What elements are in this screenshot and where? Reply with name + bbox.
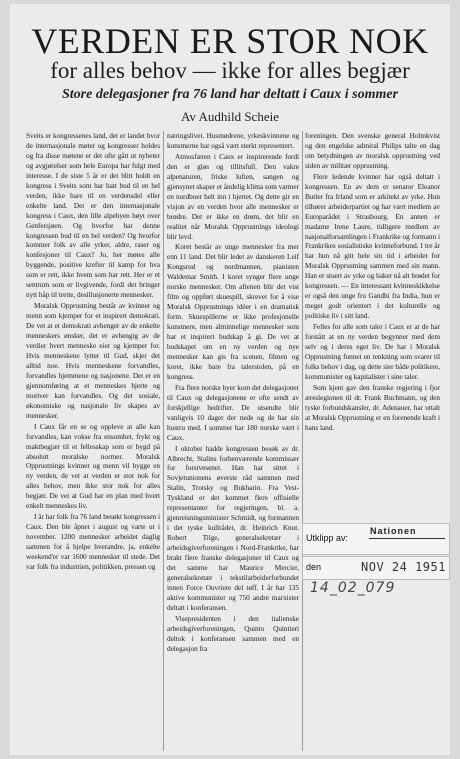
article-column-2 (167, 131, 299, 751)
clipping-date-stamp (302, 556, 450, 580)
clipping-source: Nationen (370, 526, 417, 536)
paragraph: I år har folk fra 76 land besøkt kongressen i Caux. Den ble åpnet i august og varte ut i november. 1200 mennesker arbeidet daglig sammen for å hjelpe hverandre, ja, enkelte weekend'er var 1600 mennesker til stede. Det var folk fra industrien, politikken, pressen og (26, 512, 160, 571)
article-column-3 (305, 131, 440, 511)
paragraph: Visepresidenten i den italienske arbeidsgiverforeningen, Quinto Quintieri deltok i konferansen sammen med en delegasjon fra (167, 613, 299, 653)
archive-number: 14_02_079 (310, 580, 396, 596)
article-subheadline: for alles behov — ikke for alles begjær (50, 58, 410, 83)
paragraph: I Caux får en se og oppleve at alle kan forvandles, kan vokse fra ensomhet, frykt og maktbegjær til et fellesskap som er bygd på absolutt moralske normer. Moralsk Opprustnings kvinner og menn vil bygge en ny verden, de vet at verden er stor nok for alles behov, men ikke stor nok for alles begjær. De vet at Gud har en plan med hvert enkelt menneskes liv. (26, 421, 160, 511)
paragraph: Flere ledende kvinner har også deltatt i kongressen. En av dem er senator Eleanor Butler fra Irland som er arkitekt av yrke. Hun tilhører arbeiderpartiet og har vært medlem av Europarådet i Strasbourg. En annen er madame Irene Laure, tidligere medlem av nasjonalforsamlingen i Frankrike og formann i Frankrikes sosialistiske kvinneforbund. I tre år har hun nå gitt hele sin tid i arbeidet for Moralsk Opprustning sammen med sin mann. Han er stuert av yrke og baker nå alt brødet for kongressen. — En interessant kvinneskikkelse er også den unge fru Gandhi fra India, hun er meget godt orientert i det kulturelle og politiske liv i sitt land. (305, 171, 440, 321)
clipping-underline (369, 538, 445, 539)
column-divider (163, 131, 164, 751)
clipping-label: Utklipp av: (306, 533, 349, 543)
paragraph: Atmosfæren i Caux er inspirerende fordi den er gløs og tillitsfull. Den vakre alpenaturen, friske luften, sangen og gjensynet skaper et åndelig klima som varmer en nordboer helt inn i hjertet. Og dette gir en visjon av en verden hvor alle mennesker er brødre. Det er ikke en drøm, det blir en realitet når Moralsk Opprustnings ideologi blir levd. (167, 151, 299, 241)
paragraph: Som kjent gav den franske regjering i fjor æreslegionen til dr. Frank Buchmann, og den tyske forbundskansler, dr. Adenauer, har uttalt at Moralsk Opprustning er en forenende kraft i hans land. (305, 382, 440, 432)
paragraph: I oktober hadde kongressen besøk av dr. Albrecht, Stalins forhenværende kommissær for forstvesenet. Han har sittet i Sovjetunionens øverste råd sammen med Stalin, Trotsky og Bukharin. Fra Vest-Tyskland er det kommet flere offisielle representanter for regjeringen, bl. a. gjenreisningsminister Schmidt, og formannen i det tyske kullrådet, dr. Heinrich Knut. Robert Tilge, generalsekretær i arbeidsgiverforeningen i Nord-Frankrike, har brakt flere franske delegasjoner til Caux og det samme har Maurice Mercier, generalsekretær i tekstilarbeiderforbundet innen Force Ouvriere del tøff. I år har 135 aktive kommunister og 750 andre marxister deltatt i konferansen. (167, 443, 299, 612)
paragraph: Koret består av unge mennesker fra mer enn 11 land. Det blir ledet av danskeren Leif Kongsrud og nordmannen, pianisten Waldemar Smith. I koret synger flere unge norske mennesker. Om aftenen blir det vist film og oppført skuespill, skrevet for å vise Moralsk Opprustnings idéer i en dramatisk form. Skuespillerne er ikke profesjonelle kunstnere, men alminnelige mennesker som har et inspirert budskap å gi. De vet at budskapet om en ny verden og nye mennesker kan gis fra scenen, filmen og koret, ikke bare fra talerstolen, på en kongress. (167, 242, 299, 381)
article-column-1 (26, 131, 160, 751)
article-deck: Store delegasjoner fra 76 land har deltatt i Caux i sommer (61, 87, 399, 102)
article-byline: Av Audhild Scheie (181, 109, 279, 124)
paragraph: Sveits er kongressenes land, det er landet hvor de internasjonale møter og kongresser holdes og fra disse møtene er det ofte gått ut nyheter og avgjørelser som hele Europa har fulgt med interesse. I de siste 5 år er det blitt holdt en kongress i Sveits som har hatt bud til en hel verden, ikke bare til en verdensdel eller enkelte land. Det er den internasjonale kongress i Caux, den lille alpebyen høyt over Genfersjøen. Og hvorfor har denne kongressen bud til en hel verden? Og hvorfor kommer folk av alle yrker, aldre, raser og konfesjoner til Caux? Jo, her møtes alle byggende, positive krefter til kamp for hva som er rett, ikke hvem som har rett. Her er et sentrum som er livgivende, fordi det bringer nytt håp til trette, desillusjonerte mennesker. (26, 131, 160, 300)
paragraph: Moralsk Opprustning består av kvinner og menn som kjemper for et inspirert demokrati. De vet at et demokrati avhenger av de enkelte menneskers ønsker, det er avhengig av de verdier hvert menneske eier og kjemper for. Hvis menneskene lytter til Gud, skjer det alltid noe. Hvis menneskene forvandles, forvandles hjemmene og nasjonene. Det er en gjennomføring at et menneskes hjerte og motiver kan forvandles. Og det sosiale, økonomiske og nasjonale liv skapes av mennesker. (26, 301, 160, 420)
column-divider (302, 131, 303, 751)
clipping-source-stamp (302, 523, 450, 555)
paragraph: Fra flere norske byer kom det delegasjoner til Caux og delegasjonene er ofte sendt av forskjellige bedrifter. De utsendte blir vanligvis 10 dager der nede og de har sin hustru med. I sommer har 180 norske vært i Caux. (167, 382, 299, 442)
paragraph: næringslivet. Husmødrene, yrkeskvinnene og kunstnerne har også vært sterkt representert. (167, 131, 299, 150)
clipping-date: NOV 24 1951 (361, 560, 446, 574)
paragraph: Felles for alle som taler i Caux er at de har forstått at en ny verden begynner med dem selv og i deres eget liv. De har i Moralsk Opprustning funnet en tenkning som svarer til folks behov i dag, og dette sier både politikere, kommunister og kapitalister i sine taler. (305, 322, 440, 381)
clipping-date-label: den (306, 562, 322, 572)
paragraph: foreningen. Den svenske general Holmkvist og den engelske admiral Philips talte en dag om betydningen av moralsk opprustning ved siden av militær opprustning. (305, 131, 440, 170)
article-headline: VERDEN ER STOR NOK (31, 21, 429, 61)
